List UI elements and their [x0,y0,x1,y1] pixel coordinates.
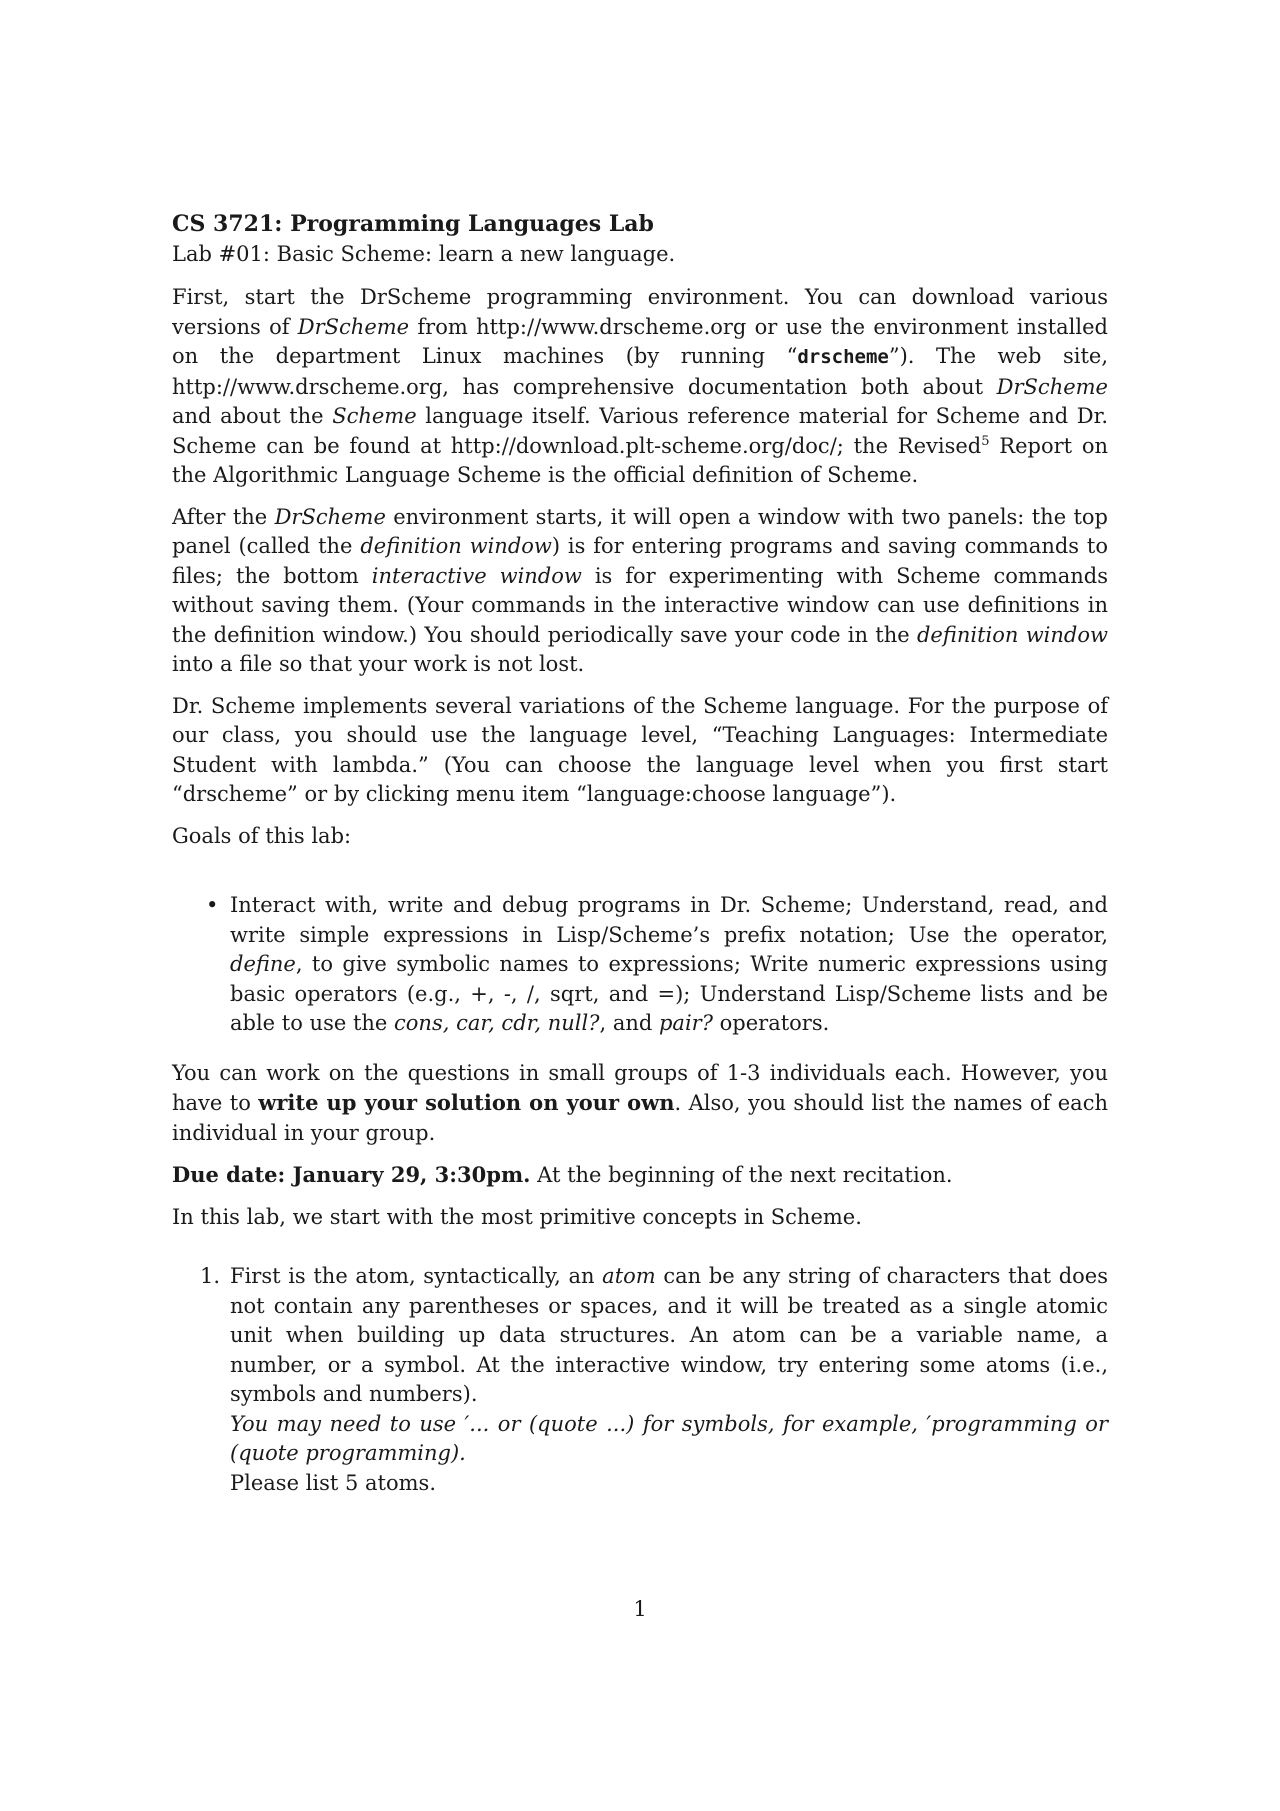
page-number: 1 [633,1597,647,1621]
document-page [172,210,1108,1498]
due-date-label: Due date: January 29, 3:30pm. [172,1162,531,1187]
lab-title: Lab #01: Basic Scheme: learn a new language. [172,241,676,266]
course-title: CS 3721: Programming Languages Lab [172,211,654,237]
question-list [172,1262,1108,1498]
goals-list [172,891,1108,1039]
bullet-icon: • [206,893,219,917]
command-text: drscheme [797,346,889,368]
goals-heading: Goals of this lab: [172,823,352,848]
goals-list-item: • Interact with, write and debug programs in Dr. Scheme; Understand, read, and write simple expressions in Lisp/Scheme’s prefix notation; Use the operator, define, to give symbolic names to expressions; Write numeric expressions using basic operators (e.g., +, -, /, sqrt, and =); Understand Lisp/Scheme lists and be able to use the cons, car, cdr, null?, and pair? operators. [206,893,1108,1035]
question-ask: Please list 5 atoms. [230,1470,437,1495]
groups-paragraph: You can work on the questions in small groups of 1-3 individuals each. However, you have to write up your solution on your own. Also, you should list the names of each individual in your group. [172,1060,1108,1145]
question-number: 1. [200,1264,221,1288]
question-item-1: 1. First is the atom, syntactically, an atom can be any string of characters that does not contain any parentheses or spaces, and it will be treated as a single atomic unit when building up data structures. An atom can be a variable name, a number, or a symbol. At the interactive window, try entering some atoms (i.e., symbols and numbers). You may need to use ′... or (quote ...) for symbols, for example, ′programming or (quote programming). Please list 5 atoms. [230,1262,1108,1498]
intro-paragraph-2: After the DrScheme environment starts, it will open a window with two panels: the top panel (called the definition window) is for entering programs and saving commands to files; the bottom interactive window is for experimenting with Scheme commands without saving them. (Your commands in the interactive window can use definitions in the definition window.) You should periodically save your code in the definition window into a file so that your work is not lost. [172,504,1109,676]
intro-paragraph-1: First, start the DrScheme programming environment. You can download various versions of DrScheme from http://www.drscheme.org or use the environment installed on the department Linux machines (by running “drscheme”). The web site, http://www.drscheme.org, has comprehensive documentation both about DrScheme and about the Scheme language itself. Various reference material for Scheme and Dr. Scheme can be found at http://download.plt-scheme.org/doc/; the Revised$^5$ Report on the Algorithmic Language Scheme is the official definition of Scheme. [172,285,1108,487]
intro-paragraph-3: Dr. Scheme implements several variations of the Scheme language. For the purpose of our class, you should use the language level, “Teaching Languages: Intermediate Student with lambda.” (You can choose the language level when you first start “drscheme” or by clicking menu item “language:choose language”). [172,693,1108,806]
lead-paragraph: In this lab, we start with the most primitive concepts in Scheme. [172,1204,862,1229]
due-date-paragraph: Due date: January 29, 3:30pm. At the beginning of the next recitation. [172,1162,953,1187]
question-hint: You may need to use ′... or (quote ...) for symbols, for example, ′programming or (quote programming). [230,1411,1108,1465]
